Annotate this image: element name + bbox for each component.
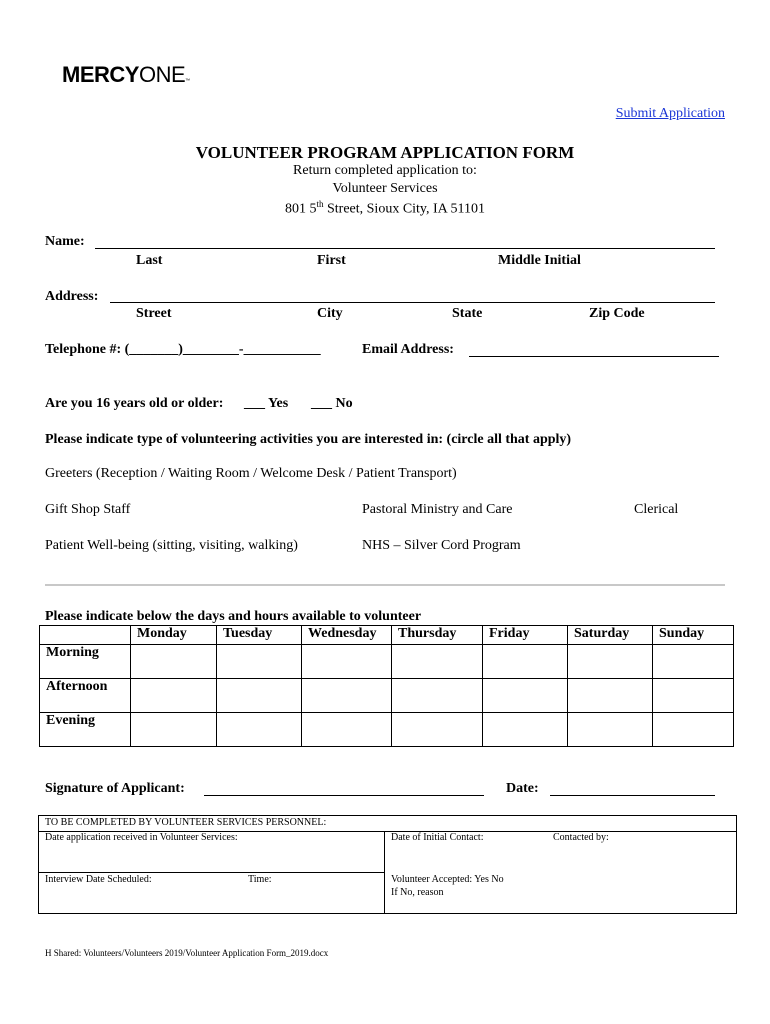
slot-cell[interactable] — [217, 645, 302, 679]
slot-cell[interactable] — [483, 679, 568, 713]
return-department: Volunteer Services — [332, 181, 438, 196]
day-header: Sunday — [653, 626, 734, 645]
volunteer-accepted-field[interactable]: Volunteer Accepted: Yes No — [391, 874, 504, 885]
activities-heading: Please indicate type of volunteering activities you are interested in: (circle all that apply) — [45, 432, 572, 447]
activity-nhs[interactable]: NHS – Silver Cord Program — [362, 538, 521, 553]
addr-street-caption: Street — [136, 306, 172, 321]
logo-tm: ™ — [185, 78, 190, 84]
availability-table — [39, 625, 734, 747]
day-header: Thursday — [392, 626, 483, 645]
slot-cell[interactable] — [392, 645, 483, 679]
addr-zip-caption: Zip Code — [589, 306, 645, 321]
slot-cell[interactable] — [217, 713, 302, 747]
slot-cell[interactable] — [568, 645, 653, 679]
signature-input-line[interactable] — [204, 795, 484, 796]
table-row — [40, 679, 734, 713]
slot-cell[interactable] — [483, 645, 568, 679]
signature-label: Signature of Applicant: — [45, 781, 185, 796]
activity-clerical[interactable]: Clerical — [634, 502, 679, 517]
slot-cell[interactable] — [392, 679, 483, 713]
submit-application-link[interactable]: Submit Application — [615, 106, 725, 121]
form-title: VOLUNTEER PROGRAM APPLICATION FORM — [195, 143, 575, 162]
slot-cell[interactable] — [131, 645, 217, 679]
name-first-caption: First — [317, 253, 346, 268]
slot-cell[interactable] — [653, 679, 734, 713]
activity-gift-shop[interactable]: Gift Shop Staff — [45, 502, 131, 517]
staff-box-divider — [39, 872, 384, 873]
activity-greeters[interactable]: Greeters (Reception / Waiting Room / Welcome Desk / Patient Transport) — [45, 466, 457, 481]
day-header: Friday — [483, 626, 568, 645]
slot-cell[interactable] — [483, 713, 568, 747]
age-yes-option[interactable]: ___ Yes — [244, 396, 289, 411]
period-label: Evening — [40, 713, 131, 747]
age-question: Are you 16 years old or older: — [45, 396, 224, 411]
name-input-line[interactable] — [95, 248, 715, 249]
address-label: Address: — [45, 289, 99, 304]
slot-cell[interactable] — [392, 713, 483, 747]
logo-light-text: ONE — [138, 62, 186, 87]
section-divider — [45, 584, 725, 586]
signature-date-line[interactable] — [550, 795, 715, 796]
slot-cell[interactable] — [653, 645, 734, 679]
staff-use-box — [38, 815, 737, 914]
age-no-option[interactable]: ___ No — [311, 396, 353, 411]
slot-cell[interactable] — [653, 713, 734, 747]
activity-wellbeing[interactable]: Patient Well-being (sitting, visiting, walking) — [45, 538, 298, 553]
addr-state-caption: State — [452, 306, 483, 321]
day-header: Monday — [131, 626, 217, 645]
corner-cell — [40, 626, 131, 645]
interview-date-field[interactable]: Interview Date Scheduled: — [45, 874, 152, 885]
date-received-field[interactable]: Date application received in Volunteer Services: — [45, 832, 238, 843]
slot-cell[interactable] — [568, 679, 653, 713]
slot-cell[interactable] — [217, 679, 302, 713]
staff-box-header: TO BE COMPLETED BY VOLUNTEER SERVICES PERSONNEL: — [45, 817, 327, 828]
period-label: Morning — [40, 645, 131, 679]
day-header: Tuesday — [217, 626, 302, 645]
email-input-line[interactable] — [469, 356, 719, 357]
slot-cell[interactable] — [302, 645, 392, 679]
name-last-caption: Last — [136, 253, 163, 268]
initial-contact-field[interactable]: Date of Initial Contact: — [391, 832, 484, 843]
slot-cell[interactable] — [302, 713, 392, 747]
availability-header-row — [40, 626, 734, 645]
table-row — [40, 645, 734, 679]
slot-cell[interactable] — [302, 679, 392, 713]
period-label: Afternoon — [40, 679, 131, 713]
return-address: 801 5th Street, Sioux City, IA 51101 — [284, 199, 486, 217]
email-label: Email Address: — [362, 342, 454, 357]
day-header: Wednesday — [302, 626, 392, 645]
activity-pastoral[interactable]: Pastoral Ministry and Care — [362, 502, 513, 517]
telephone-field[interactable]: Telephone #: (_______)________-___________ — [45, 342, 321, 357]
signature-date-label: Date: — [506, 781, 539, 796]
slot-cell[interactable] — [131, 713, 217, 747]
availability-heading: Please indicate below the days and hours available to volunteer — [45, 609, 422, 624]
slot-cell[interactable] — [131, 679, 217, 713]
interview-time-field[interactable]: Time: — [248, 874, 272, 885]
staff-box-divider — [384, 831, 385, 913]
name-middle-caption: Middle Initial — [498, 253, 581, 268]
slot-cell[interactable] — [568, 713, 653, 747]
logo-bold-text: MERCY — [62, 62, 139, 87]
return-instruction: Return completed application to: — [293, 163, 477, 178]
if-no-reason-field[interactable]: If No, reason — [391, 887, 444, 898]
name-label: Name: — [45, 234, 85, 249]
table-row — [40, 713, 734, 747]
contacted-by-field[interactable]: Contacted by: — [553, 832, 609, 843]
addr-city-caption: City — [317, 306, 343, 321]
file-path-footer: H Shared: Volunteers/Volunteers 2019/Volunteer Application Form_2019.docx — [45, 948, 329, 958]
address-input-line[interactable] — [110, 302, 715, 303]
day-header: Saturday — [568, 626, 653, 645]
mercyone-logo — [62, 62, 190, 88]
